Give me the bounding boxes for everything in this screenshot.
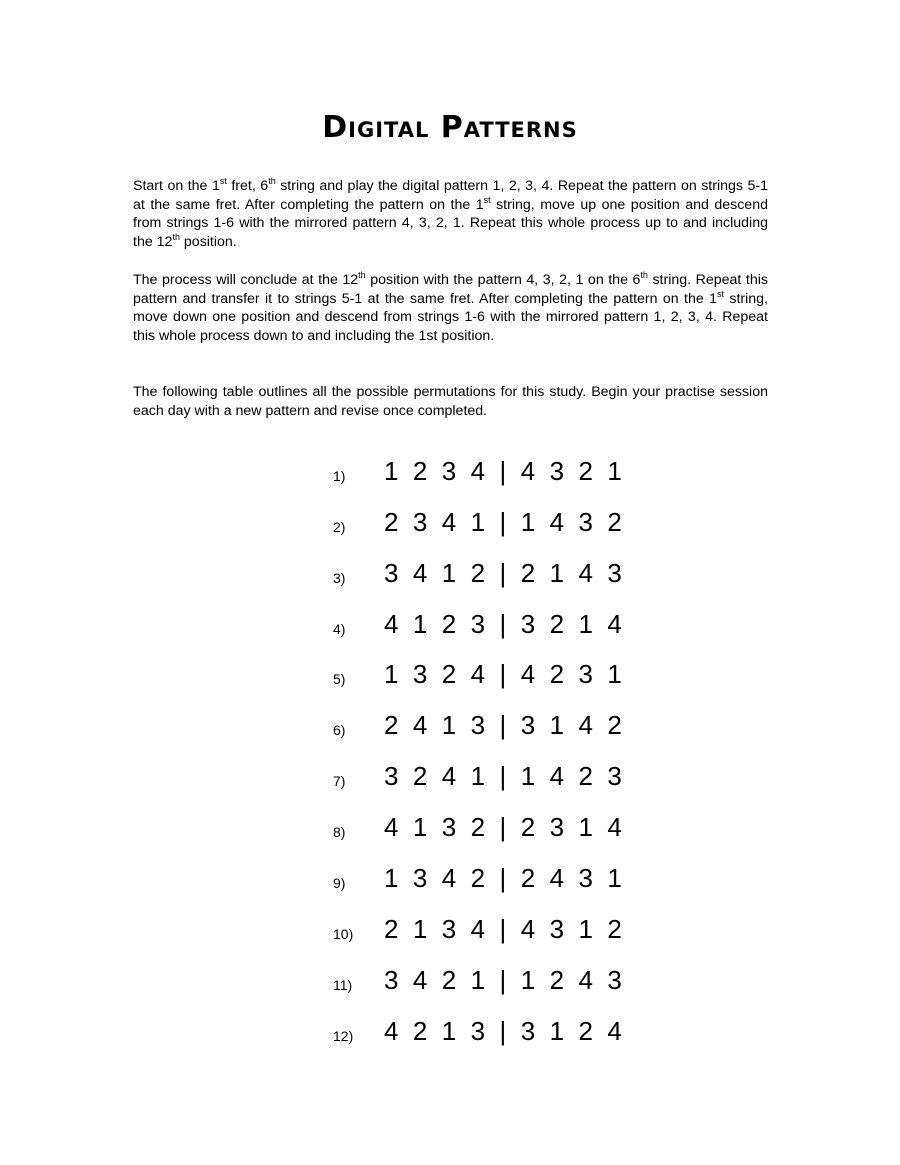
pattern-number: 1): [333, 468, 346, 484]
pattern-row: [0, 503, 900, 543]
pattern-sequence: 2 4 1 3 | 3 1 4 2: [384, 710, 626, 740]
page-title: Digital Patterns: [322, 110, 578, 145]
pattern-sequence: 4 1 2 3 | 3 2 1 4: [384, 609, 626, 639]
pattern-number: 2): [333, 519, 346, 535]
pattern-sequence: 3 4 2 1 | 1 2 4 3: [384, 965, 626, 995]
pattern-number: 11): [333, 977, 353, 993]
pattern-row: [0, 808, 900, 848]
pattern-row: [0, 910, 900, 950]
pattern-number: 7): [333, 773, 346, 789]
pattern-number: 12): [333, 1028, 354, 1044]
pattern-sequence: 1 2 3 4 | 4 3 2 1: [384, 456, 626, 486]
pattern-row: [0, 554, 900, 594]
pattern-row: [0, 706, 900, 746]
pattern-row: [0, 757, 900, 797]
intro-paragraph: Start on the 1st fret, 6th string and play the digital pattern 1, 2, 3, 4. Repeat the pattern on strings 5-1 at the same fret. After completing the pattern on the 1st string, move up one position and descend from strings 1-6 with the mirrored pattern 4, 3, 2, 1. Repeat this whole process up to and including the 12th position.: [133, 176, 768, 250]
pattern-number: 8): [333, 824, 346, 840]
table-intro-paragraph: The following table outlines all the possible permutations for this study. Begin your practise session each day with a new pattern and revise once completed.: [133, 384, 768, 419]
pattern-row: [0, 655, 900, 695]
pattern-row: [0, 605, 900, 645]
pattern-number: 5): [333, 671, 346, 687]
pattern-number: 6): [333, 722, 346, 738]
pattern-row: [0, 1012, 900, 1052]
pattern-row: [0, 859, 900, 899]
pattern-row: [0, 961, 900, 1001]
pattern-sequence: 4 2 1 3 | 3 1 2 4: [384, 1016, 626, 1046]
pattern-sequence: 3 4 1 2 | 2 1 4 3: [384, 558, 626, 588]
process-paragraph: The process will conclude at the 12th position with the pattern 4, 3, 2, 1 on the 6th string. Repeat this pattern and transfer it to strings 5-1 at the same fret. After completing the pattern on the 1st string, move down one position and descend from strings 1-6 with the mirrored pattern 1, 2, 3, 4. Repeat this whole process down to and including the 1st position.: [133, 270, 768, 344]
pattern-sequence: 4 1 3 2 | 2 3 1 4: [384, 812, 626, 842]
pattern-sequence: 1 3 4 2 | 2 4 3 1: [384, 863, 626, 893]
pattern-sequence: 3 2 4 1 | 1 4 2 3: [384, 761, 626, 791]
pattern-number: 10): [333, 926, 354, 942]
pattern-sequence: 2 3 4 1 | 1 4 3 2: [384, 507, 626, 537]
pattern-sequence: 1 3 2 4 | 4 2 3 1: [384, 659, 626, 689]
pattern-row: [0, 452, 900, 492]
pattern-number: 4): [333, 621, 346, 637]
pattern-sequence: 2 1 3 4 | 4 3 1 2: [384, 914, 626, 944]
pattern-number: 9): [333, 875, 346, 891]
pattern-number: 3): [333, 570, 346, 586]
